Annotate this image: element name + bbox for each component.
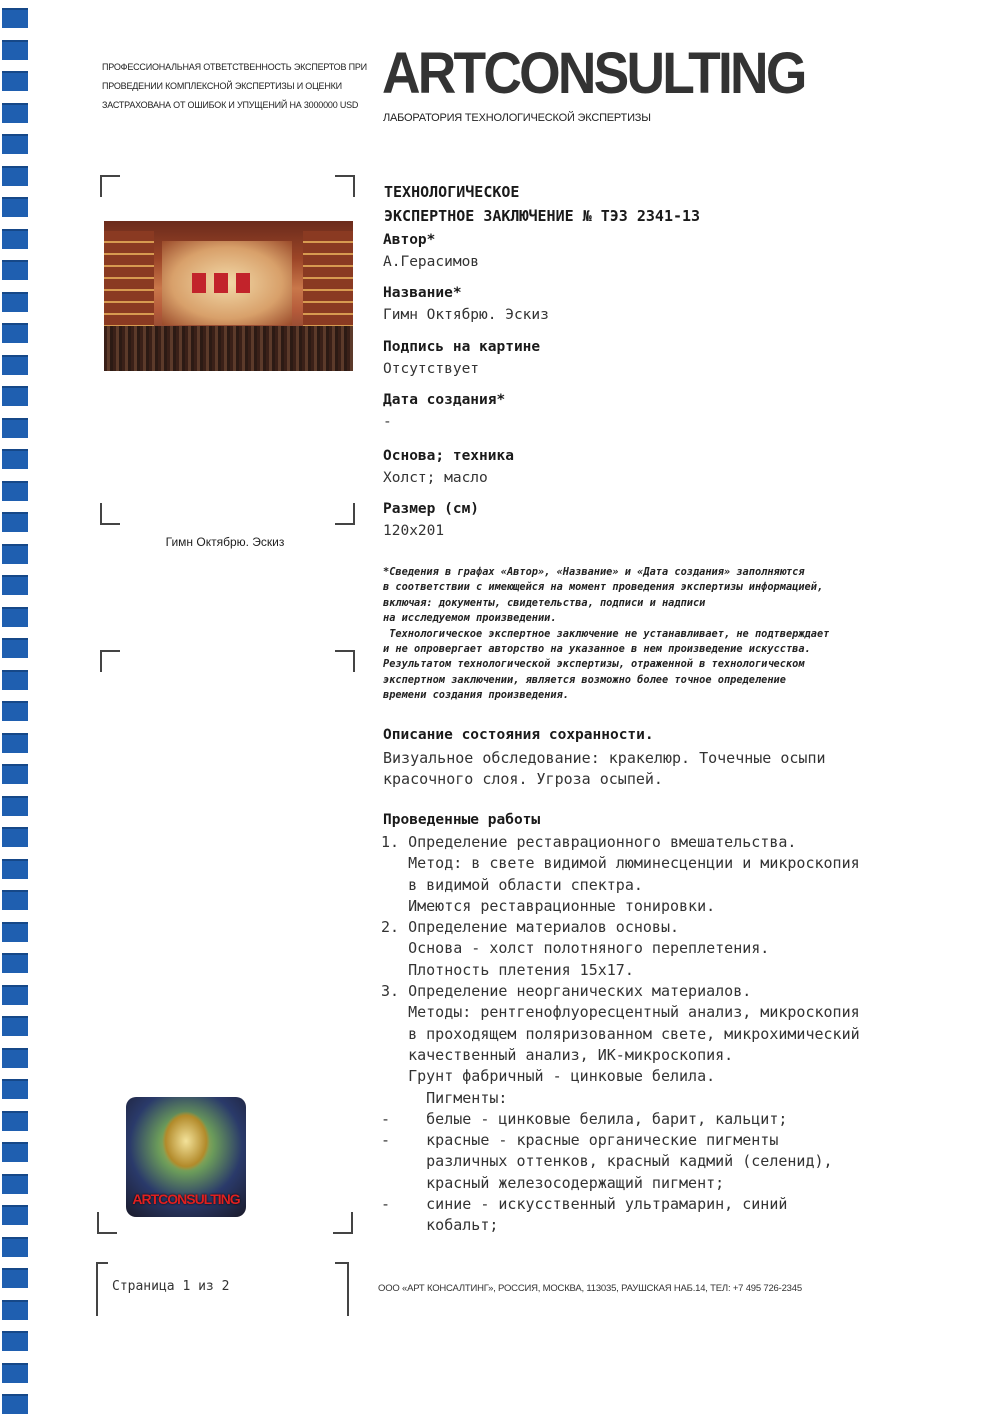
crop-mark [335,650,355,672]
title-line: ТЕХНОЛОГИЧЕСКОЕ [384,183,520,201]
binding-tab [2,1237,28,1257]
field-value-date: - [383,414,392,430]
binding-tab [2,418,28,438]
crop-mark [333,1212,353,1234]
page-number: Страница 1 из 2 [112,1279,230,1294]
binding-tab [2,670,28,690]
field-label-date: Дата создания* [383,392,506,408]
binding-tab [2,323,28,343]
page-box-left [96,1262,108,1316]
artwork-photo [104,221,353,371]
audience [104,326,353,371]
image-caption: Гимн Октябрю. Эскиз [165,535,285,549]
binding-tab [2,71,28,91]
binding-tab [2,796,28,816]
binding-tab [2,1205,28,1225]
field-label-author: Автор* [383,232,436,248]
company-logo: ARTCONSULTING [382,41,805,106]
document-title [384,180,700,228]
binding-tab [2,733,28,753]
binding-tab [2,544,28,564]
binding-tab [2,260,28,280]
binding-tab [2,1016,28,1036]
binding-tab [2,40,28,60]
binding-tab [2,890,28,910]
insurance-line: ЗАСТРАХОВАНА ОТ ОШИБОК И УПУЩЕНИЙ НА 3000000 USD [102,100,359,110]
binding-tab [2,764,28,784]
binding-tab [2,638,28,658]
binding-tab [2,1394,28,1414]
binding-tab [2,8,28,28]
binding-tab [2,1048,28,1068]
theatre-boxes-right [303,231,353,331]
red-banner [214,273,228,293]
binding-tab [2,1300,28,1320]
binding-tab [2,134,28,154]
binding-tab [2,197,28,217]
binding-tab [2,859,28,879]
page-box-right [335,1262,349,1316]
binding-tab [2,1268,28,1288]
binding-tab [2,229,28,249]
binding-tab [2,985,28,1005]
insurance-statement [102,58,372,115]
field-label-size: Размер (см) [383,501,480,517]
field-label-signature: Подпись на картине [383,339,541,355]
field-value-title: Гимн Октябрю. Эскиз [383,307,549,323]
works-heading: Проведенные работы [383,812,541,828]
binding-tab [2,922,28,942]
crop-mark [100,175,120,197]
field-label-title: Название* [383,285,462,301]
logo-subtitle: ЛАБОРАТОРИЯ ТЕХНОЛОГИЧЕСКОЙ ЭКСПЕРТИЗЫ [383,112,651,124]
binding-tab [2,953,28,973]
binding-tab [2,166,28,186]
binding-tab [2,386,28,406]
binding-tab [2,1174,28,1194]
binding-tab [2,292,28,312]
title-line: ЭКСПЕРТНОЕ ЗАКЛЮЧЕНИЕ № ТЭЗ 2341-13 [384,207,701,225]
binding-tab [2,449,28,469]
disclaimer-note: *Сведения в графах «Автор», «Название» и «Дата создания» заполняются в соответствии с имеющейся на момент проведения экспертизы информацией, включая: документы, свидетельства, подписи и надписи на исследуемом произведении. Технологическое экспертное заключение не устанавливает, не подтверждает и не опровергает авторство на указанное в нем произведение искусства. Результатом технологической экспертизы, отраженной в технологическом экспертном заключении, является возможно более точное определение времени создания произведения. [383,566,830,702]
binding-tab [2,103,28,123]
insurance-line: ПРОФЕССИОНАЛЬНАЯ ОТВЕТСТВЕННОСТЬ ЭКСПЕРТОВ ПРИ [102,62,367,72]
binding-tab [2,1079,28,1099]
red-banner [236,273,250,293]
field-value-medium: Холст; масло [383,470,488,486]
crop-mark [335,503,355,525]
binding-tab [2,827,28,847]
binding-tab [2,481,28,501]
binding-tab [2,1363,28,1383]
condition-heading: Описание состояния сохранности. [383,727,654,743]
condition-text: Визуальное обследование: кракелюр. Точечные осыпи красочного слоя. Угроза осыпей. [383,749,826,788]
binding-tab [2,607,28,627]
theatre-boxes-left [104,231,154,331]
eagle-emblem-icon [162,1111,210,1171]
field-value-size: 120x201 [383,523,445,539]
binding-tab [2,1142,28,1162]
field-value-author: А.Герасимов [383,254,480,270]
binding-tab [2,575,28,595]
hologram-seal [126,1097,246,1217]
works-list: 1. Определение реставрационного вмешательства. Метод: в свете видимой люминесценции и микроскопия в видимой области спектра. Имеются реставрационные тонировки. 2. Определение материалов основы. Основа - холст полотняного переплетения. Плотность плетения 15x17. 3. Определение неорганических материалов. Методы: рентгенофлуоресцентный анализ, микроскопия в проходящем поляризованном свете, микрохимический качественный анализ, ИК-микроскопия. Грунт фабричный - цинковые белила. Пигменты: - белые - цинковые белила, барит, кальцит; - красные - красные органические пигменты различных оттенков, красный кадмий (селенид), красный железосодержащий пигмент; - синие - искусственный ультрамарин, синий кобальт; [381,833,860,1235]
seal-text: ARTCONSULTING [132,1191,240,1207]
field-value-signature: Отсутствует [383,361,480,377]
footer-address: ООО «АРТ КОНСАЛТИНГ», РОССИЯ, МОСКВА, 113035, РАУШСКАЯ НАБ.14, ТЕЛ: +7 495 726-2345 [378,1283,802,1294]
binding-tab [2,701,28,721]
crop-mark [100,503,120,525]
binding-tab [2,355,28,375]
red-banner [192,273,206,293]
binding-tab [2,1111,28,1131]
crop-mark [335,175,355,197]
field-label-medium: Основа; техника [383,448,514,464]
spiral-binding [0,0,40,1410]
insurance-line: ПРОВЕДЕНИИ КОМПЛЕКСНОЙ ЭКСПЕРТИЗЫ И ОЦЕНКИ [102,81,342,91]
crop-mark [100,650,120,672]
crop-mark [97,1212,117,1234]
binding-tab [2,1331,28,1351]
binding-tab [2,512,28,532]
